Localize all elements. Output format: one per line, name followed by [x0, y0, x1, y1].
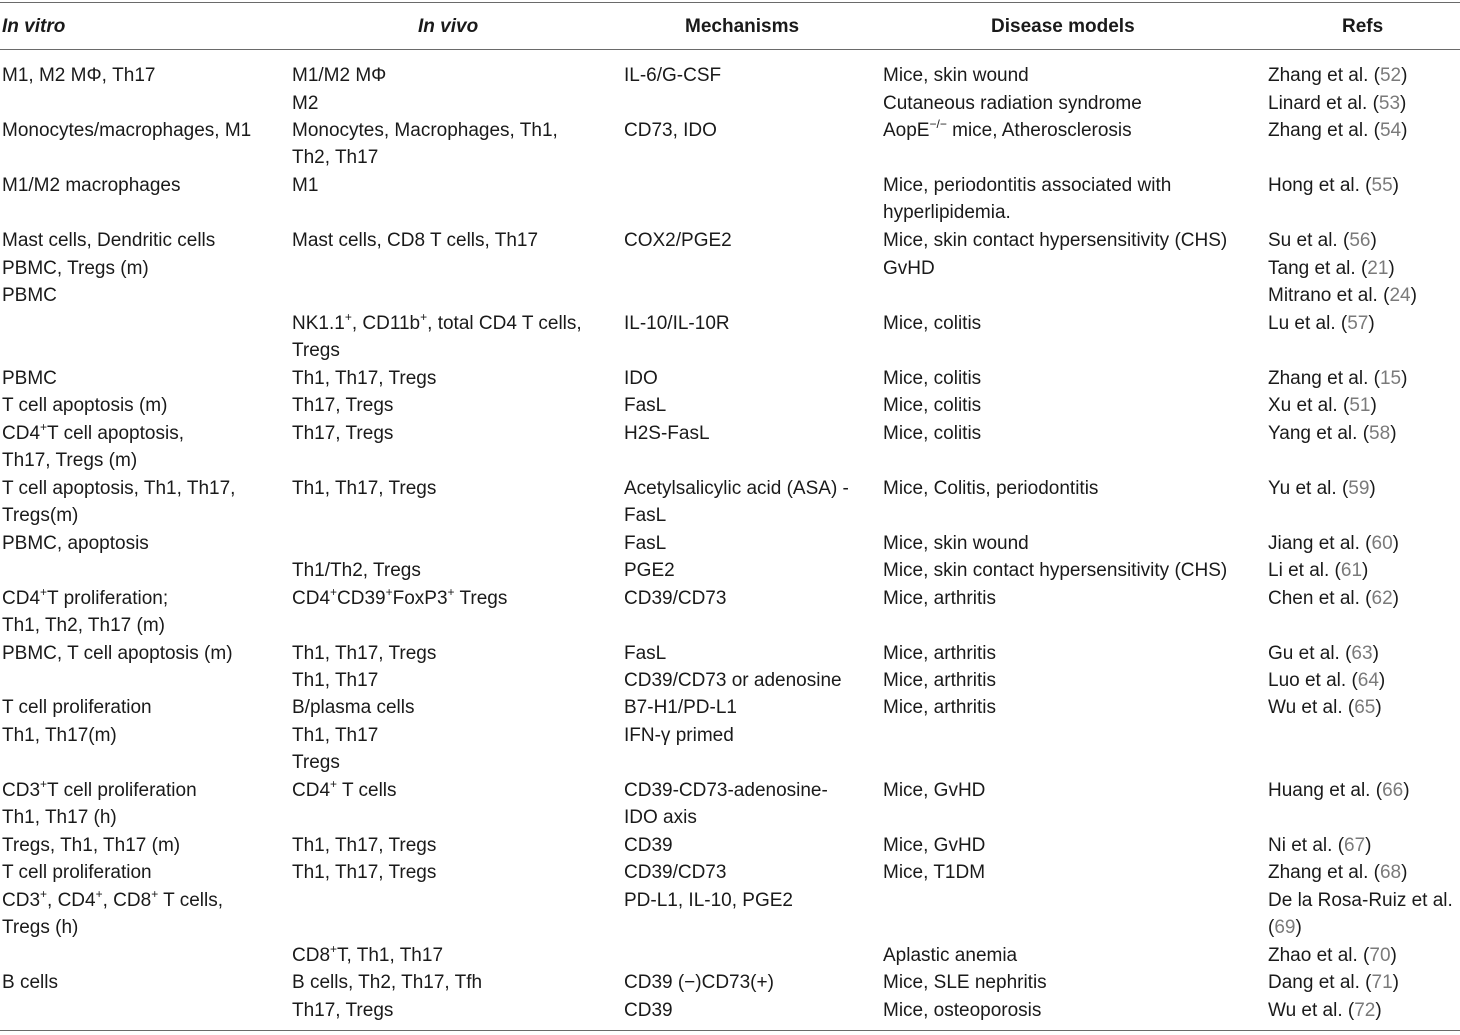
reference-number-link[interactable]: 69 [1274, 917, 1296, 939]
disease-model-cell: Mice, T1DM [883, 862, 986, 883]
reference-cell: Zhang et al. (68) [1268, 862, 1408, 883]
in-vivo-cell: CD8+T, Th1, Th17 [292, 942, 444, 966]
in-vivo-cell: CD4+CD39+FoxP3+ Tregs [292, 585, 508, 609]
mechanism-cell: H2S-FasL [624, 423, 710, 444]
disease-model-cell: Mice, arthritis [883, 670, 996, 691]
reference-number-link[interactable]: 70 [1369, 945, 1391, 966]
header-mechanisms: Mechanisms [685, 16, 800, 37]
top-rule [0, 2, 1460, 3]
mechanism-cell: IDO [624, 368, 658, 389]
reference-author: Jiang et al. ( [1268, 533, 1372, 554]
reference-author: Xu et al. ( [1268, 395, 1350, 416]
disease-model-cell: GvHD [883, 258, 935, 279]
reference-cell: Jiang et al. (60) [1268, 533, 1399, 554]
reference-cell: Gu et al. (63) [1268, 643, 1379, 664]
in-vivo-cell: Th1, Th17, Tregs [292, 835, 437, 856]
reference-cell: Linard et al. (53) [1268, 93, 1407, 114]
reference-author: Li et al. ( [1268, 560, 1341, 581]
mechanism-cell: PD-L1, IL-10, PGE2 [624, 890, 793, 911]
in-vivo-cell: CD4+ T cells [292, 777, 397, 801]
header-in-vivo: In vivo [418, 16, 479, 37]
mechanism-cell: CD39 [624, 1000, 673, 1021]
in-vitro-cell: PBMC [2, 285, 57, 306]
reference-number-link[interactable]: 63 [1351, 643, 1373, 664]
mechanism-cell: CD39/CD73 or adenosine [624, 670, 842, 691]
in-vivo-cell: Th1, Th17, Tregs [292, 368, 437, 389]
mechanism-cell: FasL [624, 643, 667, 664]
reference-author: Zhao et al. ( [1268, 945, 1370, 966]
mechanism-cell: IFN-γ primed [624, 725, 734, 746]
disease-model-cell: Mice, colitis [883, 423, 982, 444]
reference-number-link[interactable]: 66 [1382, 780, 1404, 801]
reference-author: Hong et al. ( [1268, 175, 1372, 196]
in-vivo-cell: Th1, Th17 Tregs [292, 725, 379, 774]
in-vitro-cell: CD3+T cell proliferation Th1, Th17 (h) [2, 777, 197, 829]
disease-model-cell: Mice, osteoporosis [883, 1000, 1042, 1021]
reference-number-link[interactable]: 57 [1347, 313, 1369, 334]
reference-cell: Huang et al. (66) [1268, 780, 1410, 801]
reference-number-link[interactable]: 21 [1367, 258, 1389, 279]
in-vitro-cell: T cell proliferation [2, 697, 152, 718]
disease-model-cell: Aplastic anemia [883, 945, 1018, 966]
header-rule [0, 49, 1460, 50]
reference-number-link[interactable]: 59 [1348, 478, 1370, 499]
in-vitro-cell: M1, M2 MΦ, Th17 [2, 65, 156, 86]
reference-number-link[interactable]: 61 [1340, 560, 1363, 581]
disease-model-cell: Mice, skin contact hypersensitivity (CHS) [883, 560, 1228, 581]
mechanism-cell: IL-6/G-CSF [624, 65, 722, 86]
reference-cell: Zhao et al. (70) [1268, 945, 1397, 966]
header-in-vitro: In vitro [2, 16, 66, 37]
in-vitro-cell: Mast cells, Dendritic cells [2, 230, 216, 251]
reference-number-link[interactable]: 56 [1349, 230, 1371, 251]
in-vivo-cell: Monocytes, Macrophages, Th1, Th2, Th17 [292, 120, 558, 169]
disease-model-cell: Mice, colitis [883, 313, 982, 334]
reference-cell: Wu et al. (65) [1268, 697, 1382, 718]
bottom-rule [0, 1030, 1460, 1031]
in-vitro-cell: PBMC, T cell apoptosis (m) [2, 643, 233, 664]
reference-number-link[interactable]: 60 [1371, 533, 1393, 554]
reference-author: Zhang et al. ( [1268, 65, 1380, 86]
disease-model-cell: Mice, skin contact hypersensitivity (CHS) [883, 230, 1228, 251]
reference-cell: Hong et al. (55) [1268, 175, 1399, 196]
reference-author: Wu et al. ( [1268, 697, 1355, 718]
in-vivo-cell: NK1.1+, CD11b+, total CD4 T cells, Tregs [292, 310, 582, 362]
mechanism-cell: CD39/CD73 [624, 588, 727, 609]
in-vivo-cell: Th1/Th2, Tregs [292, 560, 421, 581]
disease-model-cell: Mice, GvHD [883, 835, 986, 856]
disease-model-cell: Mice, Colitis, periodontitis [883, 478, 1099, 499]
in-vivo-cell: B cells, Th2, Th17, Tfh [292, 972, 483, 993]
reference-author: Luo et al. ( [1268, 670, 1358, 691]
reference-cell: Xu et al. (51) [1268, 395, 1377, 416]
in-vivo-cell: M1 [292, 175, 319, 196]
in-vivo-cell: Th17, Tregs [292, 1000, 394, 1021]
reference-author: Huang et al. ( [1268, 780, 1383, 801]
in-vitro-cell: CD3+, CD4+, CD8+ T cells, Tregs (h) [2, 887, 223, 939]
reference-cell: Tang et al. (21) [1268, 258, 1395, 279]
disease-model-cell: Mice, periodontitis associated with hyperlipidemia. [883, 175, 1172, 224]
disease-model-cell: Mice, GvHD [883, 780, 986, 801]
disease-model-cell: AopE−/− mice, Atherosclerosis [883, 117, 1132, 141]
in-vivo-cell: B/plasma cells [292, 697, 415, 718]
reference-cell: Mitrano et al. (24) [1268, 285, 1417, 306]
mechanism-cell: CD73, IDO [624, 120, 717, 141]
disease-model-cell: Mice, skin wound [883, 65, 1029, 86]
reference-number-link[interactable]: 55 [1371, 175, 1393, 196]
reference-cell: Chen et al. (62) [1268, 588, 1399, 609]
reference-number-link[interactable]: 65 [1354, 697, 1376, 718]
in-vivo-cell: Th1, Th17, Tregs [292, 478, 437, 499]
reference-cell: Wu et al. (72) [1268, 1000, 1382, 1021]
in-vitro-cell: Th1, Th17(m) [2, 725, 117, 746]
in-vitro-cell: PBMC [2, 368, 57, 389]
mechanism-cell: CD39-CD73-adenosine- IDO axis [624, 780, 828, 829]
mechanism-cell: CD39 [624, 835, 673, 856]
reference-cell: Dang et al. (71) [1268, 972, 1399, 993]
reference-cell: Zhang et al. (54) [1268, 120, 1408, 141]
reference-number-link[interactable]: 64 [1357, 670, 1379, 691]
reference-number-link[interactable]: 54 [1379, 120, 1402, 141]
reference-number-link[interactable]: 67 [1344, 835, 1366, 856]
reference-author: Chen et al. ( [1268, 588, 1372, 609]
reference-author: Linard et al. ( [1268, 93, 1379, 114]
mechanism-cell: FasL [624, 395, 667, 416]
reference-author: Zhang et al. ( [1268, 368, 1380, 389]
in-vitro-cell: Tregs, Th1, Th17 (m) [2, 835, 181, 856]
reference-number-link[interactable]: 62 [1371, 588, 1393, 609]
in-vitro-cell: T cell apoptosis, Th1, Th17, Tregs(m) [2, 478, 236, 527]
in-vitro-cell: Monocytes/macrophages, M1 [2, 120, 252, 141]
reference-number-link[interactable]: 52 [1379, 65, 1402, 86]
in-vivo-cell: Th17, Tregs [292, 395, 394, 416]
reference-author: Lu et al. ( [1268, 313, 1348, 334]
in-vitro-cell: T cell proliferation [2, 862, 152, 883]
reference-author: Gu et al. ( [1268, 643, 1352, 664]
reference-author: Yang et al. ( [1268, 423, 1370, 444]
mechanism-cell: PGE2 [624, 560, 675, 581]
in-vitro-cell: CD4+T cell apoptosis, Th17, Tregs (m) [2, 420, 184, 472]
in-vivo-cell: Th1, Th17 [292, 670, 379, 691]
in-vitro-cell: B cells [2, 972, 58, 993]
reference-number-link[interactable]: 72 [1354, 1000, 1376, 1021]
disease-model-cell: Mice, arthritis [883, 697, 996, 718]
in-vitro-cell: T cell apoptosis (m) [2, 395, 168, 416]
reference-author: De la Rosa-Ruiz et al. ( [1268, 890, 1453, 939]
disease-model-cell: Mice, skin wound [883, 533, 1029, 554]
mechanism-cell: FasL [624, 533, 667, 554]
disease-model-cell: Mice, colitis [883, 368, 982, 389]
reference-author: Ni et al. ( [1268, 835, 1345, 856]
mechanism-cell: CD39/CD73 [624, 862, 727, 883]
reference-number-link[interactable]: 71 [1371, 972, 1393, 993]
reference-number-link[interactable]: 68 [1379, 862, 1402, 883]
reference-cell: De la Rosa-Ruiz et al. (69) [1268, 890, 1453, 939]
reference-author: Wu et al. ( [1268, 1000, 1355, 1021]
mechanism-cell: CD39 (−)CD73(+) [624, 972, 774, 993]
in-vitro-cell: PBMC, Tregs (m) [2, 258, 149, 279]
reference-author: Tang et al. ( [1268, 258, 1368, 279]
in-vivo-cell: Th17, Tregs [292, 423, 394, 444]
reference-number-link[interactable]: 58 [1369, 423, 1391, 444]
reference-author: Dang et al. ( [1268, 972, 1372, 993]
reference-cell: Ni et al. (67) [1268, 835, 1372, 856]
reference-author: Mitrano et al. ( [1268, 285, 1390, 306]
reference-author: Zhang et al. ( [1268, 862, 1380, 883]
mechanism-cell: IL-10/IL-10R [624, 313, 730, 334]
disease-model-cell: Cutaneous radiation syndrome [883, 93, 1142, 114]
disease-model-cell: Mice, SLE nephritis [883, 972, 1047, 993]
disease-model-cell: Mice, arthritis [883, 588, 996, 609]
reference-cell: Yu et al. (59) [1268, 478, 1376, 499]
in-vitro-cell: CD4+T proliferation; Th1, Th2, Th17 (m) [2, 585, 169, 637]
in-vivo-cell: Th1, Th17, Tregs [292, 862, 437, 883]
disease-model-cell: Mice, colitis [883, 395, 982, 416]
reference-number-link[interactable]: 51 [1349, 395, 1371, 416]
mechanism-cell: COX2/PGE2 [624, 230, 732, 251]
in-vivo-cell: M1/M2 MΦ [292, 65, 387, 86]
reference-author: Su et al. ( [1268, 230, 1350, 251]
mechanism-cell: B7-H1/PD-L1 [624, 697, 737, 718]
mechanism-cell: Acetylsalicylic acid (ASA) - FasL [624, 478, 849, 527]
reference-number-link[interactable]: 24 [1389, 285, 1411, 306]
disease-model-cell: Mice, arthritis [883, 643, 996, 664]
in-vivo-cell: M2 [292, 93, 319, 114]
reference-number-link[interactable]: 53 [1378, 93, 1401, 114]
in-vitro-cell: M1/M2 macrophages [2, 175, 181, 196]
reference-author: Yu et al. ( [1268, 478, 1349, 499]
reference-cell: Lu et al. (57) [1268, 313, 1375, 334]
reference-cell: Zhang et al. (52) [1268, 65, 1408, 86]
reference-cell: Li et al. (61) [1268, 560, 1369, 581]
reference-cell: Luo et al. (64) [1268, 670, 1386, 691]
in-vivo-cell: Mast cells, CD8 T cells, Th17 [292, 230, 539, 251]
reference-cell: Yang et al. (58) [1268, 423, 1397, 444]
reference-author: Zhang et al. ( [1268, 120, 1380, 141]
header-disease-models: Disease models [991, 16, 1135, 37]
reference-cell: Zhang et al. (15) [1268, 368, 1408, 389]
reference-number-link[interactable]: 15 [1379, 368, 1402, 389]
in-vivo-cell: Th1, Th17, Tregs [292, 643, 437, 664]
header-refs: Refs [1342, 16, 1384, 37]
in-vitro-cell: PBMC, apoptosis [2, 533, 149, 554]
reference-cell: Su et al. (56) [1268, 230, 1377, 251]
